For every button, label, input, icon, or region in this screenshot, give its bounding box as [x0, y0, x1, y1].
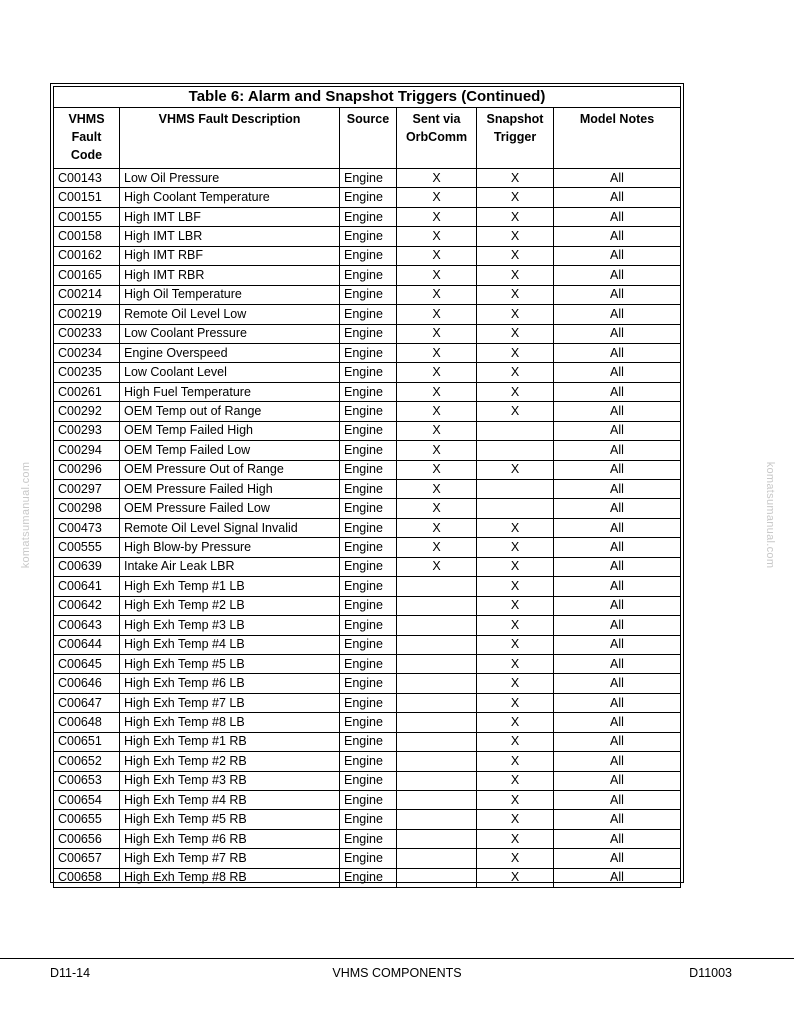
- cell-sent-via-orbcomm: [397, 674, 477, 693]
- cell-fault-description: OEM Temp out of Range: [120, 402, 340, 421]
- footer-page-number: D11-14: [50, 966, 91, 980]
- table-row: [54, 246, 681, 265]
- cell-fault-code: C00655: [54, 810, 120, 829]
- cell-fault-code: C00654: [54, 791, 120, 810]
- cell-fault-code: C00645: [54, 654, 120, 673]
- cell-snapshot-trigger: X: [477, 693, 554, 712]
- cell-model-notes: All: [554, 518, 681, 537]
- cell-fault-description: High Exh Temp #6 RB: [120, 829, 340, 848]
- cell-model-notes: All: [554, 421, 681, 440]
- cell-sent-via-orbcomm: [397, 596, 477, 615]
- cell-sent-via-orbcomm: [397, 752, 477, 771]
- table-row: [54, 169, 681, 188]
- cell-fault-description: Remote Oil Level Signal Invalid: [120, 518, 340, 537]
- cell-fault-description: High Exh Temp #2 RB: [120, 752, 340, 771]
- cell-source: Engine: [340, 596, 397, 615]
- table-row: [54, 421, 681, 440]
- cell-sent-via-orbcomm: [397, 791, 477, 810]
- cell-source: Engine: [340, 480, 397, 499]
- cell-source: Engine: [340, 343, 397, 362]
- table-row: [54, 285, 681, 304]
- cell-snapshot-trigger: X: [477, 732, 554, 751]
- table-row: [54, 635, 681, 654]
- table-body: [54, 169, 681, 888]
- cell-sent-via-orbcomm: X: [397, 285, 477, 304]
- cell-fault-description: High Blow-by Pressure: [120, 538, 340, 557]
- cell-model-notes: All: [554, 635, 681, 654]
- cell-model-notes: All: [554, 752, 681, 771]
- cell-model-notes: All: [554, 654, 681, 673]
- cell-source: Engine: [340, 169, 397, 188]
- cell-source: Engine: [340, 382, 397, 401]
- cell-fault-description: High Exh Temp #8 LB: [120, 713, 340, 732]
- cell-model-notes: All: [554, 169, 681, 188]
- cell-source: Engine: [340, 674, 397, 693]
- cell-model-notes: All: [554, 596, 681, 615]
- cell-snapshot-trigger: X: [477, 227, 554, 246]
- cell-snapshot-trigger: X: [477, 207, 554, 226]
- header-model-notes: Model Notes: [554, 108, 681, 169]
- cell-fault-description: High Exh Temp #8 RB: [120, 868, 340, 887]
- cell-snapshot-trigger: X: [477, 188, 554, 207]
- cell-source: Engine: [340, 791, 397, 810]
- cell-sent-via-orbcomm: [397, 654, 477, 673]
- watermark-right: komatsumanual.com: [764, 461, 776, 569]
- cell-fault-description: High Exh Temp #2 LB: [120, 596, 340, 615]
- table-row: [54, 382, 681, 401]
- cell-snapshot-trigger: X: [477, 810, 554, 829]
- cell-source: Engine: [340, 207, 397, 226]
- cell-model-notes: All: [554, 713, 681, 732]
- cell-model-notes: All: [554, 441, 681, 460]
- cell-fault-description: High Exh Temp #5 LB: [120, 654, 340, 673]
- cell-sent-via-orbcomm: X: [397, 518, 477, 537]
- cell-sent-via-orbcomm: X: [397, 538, 477, 557]
- table-row: [54, 791, 681, 810]
- table-row: [54, 538, 681, 557]
- table-row: [54, 480, 681, 499]
- cell-model-notes: All: [554, 363, 681, 382]
- cell-snapshot-trigger: X: [477, 635, 554, 654]
- cell-fault-description: High Exh Temp #1 RB: [120, 732, 340, 751]
- cell-model-notes: All: [554, 616, 681, 635]
- cell-source: Engine: [340, 616, 397, 635]
- table-row: [54, 771, 681, 790]
- table-row: [54, 752, 681, 771]
- cell-source: Engine: [340, 868, 397, 887]
- cell-sent-via-orbcomm: X: [397, 227, 477, 246]
- table-row: [54, 343, 681, 362]
- cell-sent-via-orbcomm: X: [397, 169, 477, 188]
- cell-fault-description: OEM Pressure Out of Range: [120, 460, 340, 479]
- cell-sent-via-orbcomm: X: [397, 557, 477, 576]
- cell-fault-code: C00151: [54, 188, 120, 207]
- cell-fault-code: C00656: [54, 829, 120, 848]
- cell-fault-description: High Exh Temp #7 LB: [120, 693, 340, 712]
- table-row: [54, 829, 681, 848]
- cell-snapshot-trigger: [477, 499, 554, 518]
- table-row: [54, 810, 681, 829]
- table-row: [54, 305, 681, 324]
- cell-source: Engine: [340, 227, 397, 246]
- cell-model-notes: All: [554, 499, 681, 518]
- cell-sent-via-orbcomm: [397, 810, 477, 829]
- cell-fault-code: C00555: [54, 538, 120, 557]
- cell-snapshot-trigger: X: [477, 868, 554, 887]
- cell-snapshot-trigger: X: [477, 402, 554, 421]
- cell-model-notes: All: [554, 868, 681, 887]
- cell-model-notes: All: [554, 305, 681, 324]
- cell-sent-via-orbcomm: X: [397, 188, 477, 207]
- cell-snapshot-trigger: X: [477, 577, 554, 596]
- cell-fault-code: C00647: [54, 693, 120, 712]
- table-row: [54, 849, 681, 868]
- cell-fault-description: High Exh Temp #4 RB: [120, 791, 340, 810]
- cell-model-notes: All: [554, 732, 681, 751]
- cell-fault-code: C00219: [54, 305, 120, 324]
- cell-fault-code: C00648: [54, 713, 120, 732]
- table-row: [54, 674, 681, 693]
- table-row: [54, 732, 681, 751]
- table-row: [54, 868, 681, 887]
- cell-fault-code: C00214: [54, 285, 120, 304]
- cell-snapshot-trigger: X: [477, 771, 554, 790]
- cell-fault-code: C00298: [54, 499, 120, 518]
- cell-sent-via-orbcomm: X: [397, 480, 477, 499]
- cell-fault-code: C00639: [54, 557, 120, 576]
- cell-fault-code: C00642: [54, 596, 120, 615]
- cell-model-notes: All: [554, 674, 681, 693]
- cell-source: Engine: [340, 732, 397, 751]
- cell-model-notes: All: [554, 538, 681, 557]
- cell-source: Engine: [340, 771, 397, 790]
- cell-sent-via-orbcomm: [397, 635, 477, 654]
- cell-fault-code: C00643: [54, 616, 120, 635]
- cell-fault-description: High Exh Temp #7 RB: [120, 849, 340, 868]
- cell-fault-description: High IMT LBF: [120, 207, 340, 226]
- cell-snapshot-trigger: X: [477, 616, 554, 635]
- cell-model-notes: All: [554, 849, 681, 868]
- cell-fault-description: High Exh Temp #6 LB: [120, 674, 340, 693]
- cell-source: Engine: [340, 421, 397, 440]
- cell-snapshot-trigger: X: [477, 674, 554, 693]
- alarm-snapshot-table: [53, 86, 681, 888]
- header-fault-code: VHMS Fault Code: [54, 108, 120, 169]
- cell-fault-code: C00155: [54, 207, 120, 226]
- cell-fault-code: C00644: [54, 635, 120, 654]
- cell-source: Engine: [340, 713, 397, 732]
- cell-fault-code: C00293: [54, 421, 120, 440]
- cell-model-notes: All: [554, 266, 681, 285]
- table-row: [54, 616, 681, 635]
- cell-fault-code: C00297: [54, 480, 120, 499]
- cell-fault-description: Remote Oil Level Low: [120, 305, 340, 324]
- cell-snapshot-trigger: X: [477, 791, 554, 810]
- table-header-row: [54, 108, 681, 169]
- cell-model-notes: All: [554, 285, 681, 304]
- cell-source: Engine: [340, 402, 397, 421]
- cell-fault-description: High Oil Temperature: [120, 285, 340, 304]
- cell-fault-description: High IMT RBR: [120, 266, 340, 285]
- cell-sent-via-orbcomm: X: [397, 324, 477, 343]
- header-source: Source: [340, 108, 397, 169]
- cell-source: Engine: [340, 693, 397, 712]
- cell-model-notes: All: [554, 343, 681, 362]
- table-row: [54, 363, 681, 382]
- cell-fault-code: C00658: [54, 868, 120, 887]
- cell-sent-via-orbcomm: [397, 693, 477, 712]
- cell-sent-via-orbcomm: X: [397, 441, 477, 460]
- cell-snapshot-trigger: [477, 441, 554, 460]
- table-row: [54, 499, 681, 518]
- cell-model-notes: All: [554, 829, 681, 848]
- cell-fault-description: High Exh Temp #3 RB: [120, 771, 340, 790]
- cell-fault-description: High IMT RBF: [120, 246, 340, 265]
- cell-model-notes: All: [554, 246, 681, 265]
- table-row: [54, 441, 681, 460]
- cell-fault-code: C00235: [54, 363, 120, 382]
- cell-snapshot-trigger: X: [477, 538, 554, 557]
- cell-fault-code: C00158: [54, 227, 120, 246]
- cell-model-notes: All: [554, 771, 681, 790]
- cell-model-notes: All: [554, 460, 681, 479]
- cell-snapshot-trigger: X: [477, 285, 554, 304]
- table-row: [54, 207, 681, 226]
- table-row: [54, 577, 681, 596]
- cell-snapshot-trigger: X: [477, 829, 554, 848]
- cell-snapshot-trigger: X: [477, 713, 554, 732]
- cell-source: Engine: [340, 654, 397, 673]
- cell-model-notes: All: [554, 577, 681, 596]
- cell-sent-via-orbcomm: [397, 616, 477, 635]
- cell-fault-code: C00233: [54, 324, 120, 343]
- cell-sent-via-orbcomm: [397, 732, 477, 751]
- cell-sent-via-orbcomm: X: [397, 343, 477, 362]
- cell-model-notes: All: [554, 324, 681, 343]
- cell-model-notes: All: [554, 693, 681, 712]
- cell-fault-code: C00473: [54, 518, 120, 537]
- table-row: [54, 693, 681, 712]
- cell-fault-code: C00234: [54, 343, 120, 362]
- cell-source: Engine: [340, 246, 397, 265]
- cell-fault-description: High Coolant Temperature: [120, 188, 340, 207]
- cell-sent-via-orbcomm: X: [397, 207, 477, 226]
- cell-source: Engine: [340, 810, 397, 829]
- cell-sent-via-orbcomm: [397, 868, 477, 887]
- table-row: [54, 402, 681, 421]
- cell-source: Engine: [340, 499, 397, 518]
- cell-fault-description: High Exh Temp #3 LB: [120, 616, 340, 635]
- cell-fault-description: Low Oil Pressure: [120, 169, 340, 188]
- table-row: [54, 460, 681, 479]
- cell-snapshot-trigger: X: [477, 324, 554, 343]
- cell-snapshot-trigger: X: [477, 518, 554, 537]
- header-fault-description: VHMS Fault Description: [120, 108, 340, 169]
- cell-fault-code: C00292: [54, 402, 120, 421]
- cell-snapshot-trigger: X: [477, 654, 554, 673]
- cell-snapshot-trigger: X: [477, 169, 554, 188]
- cell-fault-code: C00162: [54, 246, 120, 265]
- cell-snapshot-trigger: X: [477, 305, 554, 324]
- cell-model-notes: All: [554, 207, 681, 226]
- cell-model-notes: All: [554, 227, 681, 246]
- cell-fault-description: Intake Air Leak LBR: [120, 557, 340, 576]
- table-row: [54, 266, 681, 285]
- cell-source: Engine: [340, 266, 397, 285]
- cell-source: Engine: [340, 460, 397, 479]
- cell-snapshot-trigger: [477, 480, 554, 499]
- cell-sent-via-orbcomm: X: [397, 421, 477, 440]
- cell-source: Engine: [340, 363, 397, 382]
- cell-fault-description: OEM Pressure Failed Low: [120, 499, 340, 518]
- cell-model-notes: All: [554, 810, 681, 829]
- cell-fault-description: OEM Pressure Failed High: [120, 480, 340, 499]
- cell-model-notes: All: [554, 402, 681, 421]
- cell-fault-description: Low Coolant Pressure: [120, 324, 340, 343]
- cell-sent-via-orbcomm: X: [397, 382, 477, 401]
- table-frame: [50, 83, 684, 883]
- cell-fault-code: C00646: [54, 674, 120, 693]
- table-row: [54, 557, 681, 576]
- cell-source: Engine: [340, 285, 397, 304]
- cell-sent-via-orbcomm: X: [397, 363, 477, 382]
- cell-model-notes: All: [554, 188, 681, 207]
- footer-rule: [0, 958, 794, 959]
- cell-snapshot-trigger: X: [477, 752, 554, 771]
- table-row: [54, 227, 681, 246]
- cell-source: Engine: [340, 829, 397, 848]
- cell-sent-via-orbcomm: X: [397, 460, 477, 479]
- cell-fault-description: OEM Temp Failed Low: [120, 441, 340, 460]
- cell-sent-via-orbcomm: X: [397, 499, 477, 518]
- table-row: [54, 654, 681, 673]
- cell-fault-code: C00165: [54, 266, 120, 285]
- cell-fault-code: C00641: [54, 577, 120, 596]
- cell-snapshot-trigger: X: [477, 596, 554, 615]
- cell-model-notes: All: [554, 480, 681, 499]
- cell-fault-description: High IMT LBR: [120, 227, 340, 246]
- footer-section-title: VHMS COMPONENTS: [332, 966, 462, 980]
- cell-model-notes: All: [554, 557, 681, 576]
- cell-snapshot-trigger: X: [477, 246, 554, 265]
- cell-snapshot-trigger: X: [477, 343, 554, 362]
- header-sent-via-orbcomm: Sent via OrbComm: [397, 108, 477, 169]
- table-title: Table 6: Alarm and Snapshot Triggers (Continued): [53, 86, 681, 107]
- cell-fault-code: C00294: [54, 441, 120, 460]
- cell-model-notes: All: [554, 791, 681, 810]
- cell-source: Engine: [340, 849, 397, 868]
- cell-snapshot-trigger: X: [477, 382, 554, 401]
- cell-fault-code: C00651: [54, 732, 120, 751]
- cell-fault-description: Low Coolant Level: [120, 363, 340, 382]
- cell-fault-code: C00296: [54, 460, 120, 479]
- cell-fault-description: High Fuel Temperature: [120, 382, 340, 401]
- table-row: [54, 518, 681, 537]
- cell-source: Engine: [340, 635, 397, 654]
- cell-source: Engine: [340, 752, 397, 771]
- cell-fault-description: Engine Overspeed: [120, 343, 340, 362]
- cell-sent-via-orbcomm: [397, 849, 477, 868]
- table-row: [54, 596, 681, 615]
- footer-document-code: D11003: [689, 966, 732, 980]
- cell-sent-via-orbcomm: [397, 577, 477, 596]
- cell-source: Engine: [340, 441, 397, 460]
- cell-fault-description: High Exh Temp #4 LB: [120, 635, 340, 654]
- cell-source: Engine: [340, 324, 397, 343]
- header-snapshot-trigger: Snapshot Trigger: [477, 108, 554, 169]
- cell-sent-via-orbcomm: X: [397, 305, 477, 324]
- cell-source: Engine: [340, 518, 397, 537]
- cell-snapshot-trigger: [477, 421, 554, 440]
- table-row: [54, 713, 681, 732]
- table-row: [54, 188, 681, 207]
- cell-fault-description: High Exh Temp #5 RB: [120, 810, 340, 829]
- cell-snapshot-trigger: X: [477, 849, 554, 868]
- cell-fault-description: OEM Temp Failed High: [120, 421, 340, 440]
- cell-source: Engine: [340, 577, 397, 596]
- cell-snapshot-trigger: X: [477, 557, 554, 576]
- cell-source: Engine: [340, 538, 397, 557]
- cell-snapshot-trigger: X: [477, 266, 554, 285]
- table-row: [54, 324, 681, 343]
- cell-snapshot-trigger: X: [477, 363, 554, 382]
- watermark-left: komatsumanual.com: [20, 461, 32, 569]
- cell-snapshot-trigger: X: [477, 460, 554, 479]
- cell-fault-code: C00653: [54, 771, 120, 790]
- cell-sent-via-orbcomm: [397, 829, 477, 848]
- cell-source: Engine: [340, 188, 397, 207]
- cell-fault-code: C00143: [54, 169, 120, 188]
- cell-source: Engine: [340, 557, 397, 576]
- cell-sent-via-orbcomm: X: [397, 402, 477, 421]
- cell-sent-via-orbcomm: X: [397, 266, 477, 285]
- cell-fault-code: C00261: [54, 382, 120, 401]
- cell-model-notes: All: [554, 382, 681, 401]
- cell-sent-via-orbcomm: X: [397, 246, 477, 265]
- cell-source: Engine: [340, 305, 397, 324]
- cell-fault-code: C00652: [54, 752, 120, 771]
- cell-sent-via-orbcomm: [397, 713, 477, 732]
- cell-fault-code: C00657: [54, 849, 120, 868]
- cell-sent-via-orbcomm: [397, 771, 477, 790]
- cell-fault-description: High Exh Temp #1 LB: [120, 577, 340, 596]
